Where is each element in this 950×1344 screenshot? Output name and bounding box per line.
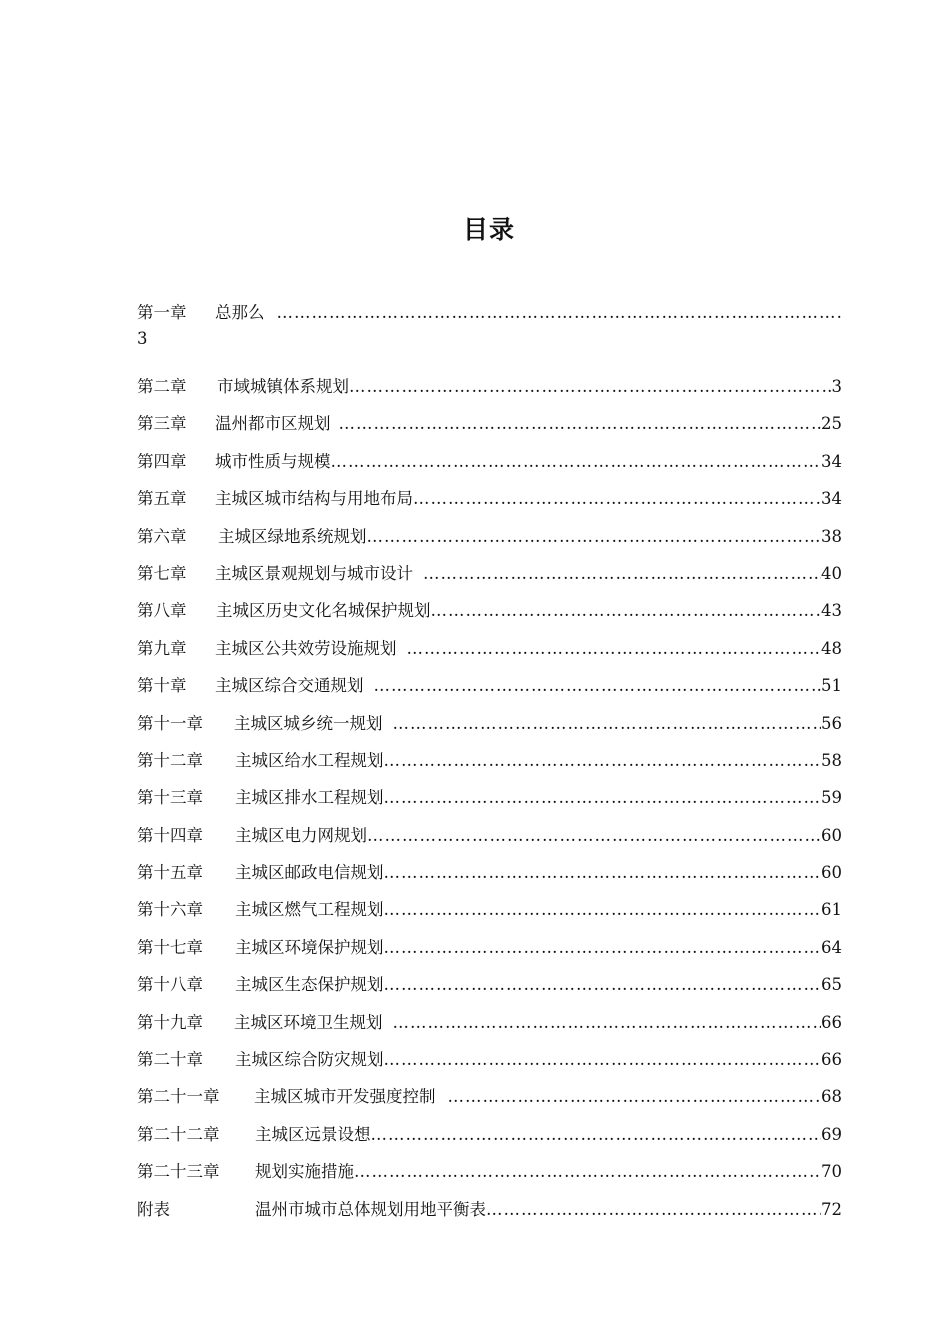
toc-chapter: 附表 bbox=[137, 1199, 170, 1219]
toc-page-number: 3 bbox=[831, 377, 842, 396]
toc-page-number: 56 bbox=[821, 713, 842, 733]
toc-title: 主城区城市开发强度控制 bbox=[254, 1087, 436, 1107]
toc-page-number: 48 bbox=[821, 638, 842, 658]
toc-leader bbox=[367, 526, 822, 548]
toc-chapter: 第四章 bbox=[137, 451, 187, 471]
toc-page-number: 3 bbox=[137, 329, 148, 348]
toc-leader bbox=[384, 787, 822, 809]
toc-entry[interactable] bbox=[137, 1161, 842, 1198]
toc-leader bbox=[448, 1086, 822, 1108]
toc-entry[interactable] bbox=[137, 862, 842, 899]
toc-entry[interactable] bbox=[137, 675, 842, 712]
toc-chapter: 第三章 bbox=[137, 414, 187, 434]
toc-title: 主城区综合交通规划 bbox=[215, 676, 364, 696]
toc-entry[interactable] bbox=[137, 1012, 842, 1049]
toc-chapter: 第九章 bbox=[137, 638, 187, 658]
toc-title: 总那么 bbox=[215, 303, 265, 322]
toc-leader bbox=[367, 825, 821, 847]
toc-page-number: 59 bbox=[821, 788, 842, 808]
toc-page-number: 69 bbox=[821, 1124, 842, 1144]
toc-entry[interactable] bbox=[137, 713, 842, 750]
toc-entry[interactable] bbox=[137, 1049, 842, 1086]
toc-leader bbox=[407, 638, 822, 660]
toc-page-number: 34 bbox=[821, 489, 842, 509]
toc-chapter: 第十六章 bbox=[137, 900, 203, 920]
toc-entry[interactable] bbox=[137, 451, 842, 488]
toc-page-number: 34 bbox=[821, 451, 842, 471]
toc-page-number: 64 bbox=[821, 937, 842, 957]
toc-page-number: 60 bbox=[821, 825, 842, 845]
toc-title: 市域城镇体系规划 bbox=[217, 377, 349, 396]
toc-title: 城市性质与规模 bbox=[215, 451, 331, 471]
toc-entry[interactable] bbox=[137, 413, 842, 450]
toc-page-number: 65 bbox=[821, 975, 842, 995]
toc-entry[interactable] bbox=[137, 899, 842, 936]
toc-leader bbox=[384, 974, 822, 996]
toc-leader bbox=[384, 899, 822, 921]
toc-entry[interactable] bbox=[137, 376, 842, 413]
toc-title: 主城区历史文化名城保护规划 bbox=[216, 601, 431, 621]
toc-leader bbox=[384, 862, 822, 884]
toc-chapter: 第十七章 bbox=[137, 937, 203, 957]
toc-entry[interactable] bbox=[137, 937, 842, 974]
toc-page-number: 43 bbox=[821, 601, 842, 621]
toc-chapter: 第十八章 bbox=[137, 975, 203, 995]
toc-leader bbox=[384, 937, 822, 959]
toc-chapter: 第二章 bbox=[137, 377, 187, 396]
toc-title: 主城区绿地系统规划 bbox=[218, 526, 367, 546]
toc-page-number: 40 bbox=[821, 563, 842, 583]
toc-chapter: 第五章 bbox=[137, 489, 187, 509]
toc-chapter: 第十二章 bbox=[137, 750, 203, 770]
toc-leader bbox=[393, 1012, 822, 1034]
toc-title: 主城区公共效劳设施规划 bbox=[215, 638, 397, 658]
page-title: 目录 bbox=[462, 215, 515, 244]
toc-page-number: 66 bbox=[821, 1050, 842, 1070]
toc-page-number: 66 bbox=[821, 1012, 842, 1032]
toc-entry[interactable] bbox=[137, 1086, 842, 1123]
toc-title: 规划实施措施 bbox=[255, 1162, 354, 1182]
toc-title: 主城区电力网规划 bbox=[235, 825, 367, 845]
toc-leader bbox=[431, 600, 822, 622]
toc-entry[interactable] bbox=[137, 488, 842, 525]
toc-title: 主城区给水工程规划 bbox=[235, 750, 384, 770]
toc-title: 主城区环境保护规划 bbox=[235, 937, 384, 957]
toc-entry[interactable] bbox=[137, 600, 842, 637]
toc-title: 主城区城乡统一规划 bbox=[234, 713, 383, 733]
toc-page-number: 70 bbox=[821, 1162, 842, 1182]
toc-page-number: 25 bbox=[821, 414, 842, 434]
toc-page-number: 38 bbox=[821, 526, 842, 546]
toc-leader bbox=[384, 1049, 822, 1071]
toc-entry[interactable] bbox=[137, 526, 842, 563]
toc-chapter: 第十四章 bbox=[137, 825, 203, 845]
toc-chapter: 第十章 bbox=[137, 676, 187, 696]
toc-chapter: 第一章 bbox=[137, 303, 187, 322]
toc-page-number: 58 bbox=[821, 750, 842, 770]
toc-entry[interactable] bbox=[137, 974, 842, 1011]
toc-title: 温州都市区规划 bbox=[215, 414, 331, 434]
toc-leader bbox=[371, 1124, 822, 1146]
toc-chapter: 第十五章 bbox=[137, 863, 203, 883]
toc-leader bbox=[277, 302, 843, 324]
toc-leader bbox=[423, 563, 821, 585]
toc-title: 主城区环境卫生规划 bbox=[234, 1012, 383, 1032]
toc-page-number: 61 bbox=[821, 900, 842, 920]
toc-page-number: 51 bbox=[821, 676, 842, 696]
toc-page-number: 68 bbox=[821, 1087, 842, 1107]
toc-leader bbox=[331, 451, 822, 473]
toc-leader bbox=[349, 376, 832, 398]
toc-chapter: 第十九章 bbox=[137, 1012, 203, 1032]
toc-chapter: 第二十三章 bbox=[137, 1162, 220, 1182]
table-of-contents bbox=[137, 302, 842, 1236]
toc-title: 主城区远景设想 bbox=[255, 1124, 371, 1144]
toc-title: 主城区生态保护规划 bbox=[235, 975, 384, 995]
toc-chapter: 第六章 bbox=[137, 526, 187, 546]
toc-title: 主城区燃气工程规划 bbox=[235, 900, 384, 920]
toc-leader bbox=[374, 675, 822, 697]
toc-leader bbox=[354, 1161, 821, 1183]
toc-entry[interactable] bbox=[137, 1199, 842, 1236]
toc-title: 温州市城市总体规划用地平衡表 bbox=[255, 1199, 486, 1219]
toc-chapter: 第八章 bbox=[137, 601, 187, 621]
toc-leader bbox=[486, 1199, 821, 1221]
toc-page-number: 60 bbox=[821, 863, 842, 883]
toc-leader bbox=[413, 488, 821, 510]
toc-entry[interactable] bbox=[137, 638, 842, 675]
toc-chapter: 第二十章 bbox=[137, 1050, 203, 1070]
toc-entry[interactable] bbox=[137, 302, 842, 376]
toc-leader bbox=[393, 713, 822, 735]
toc-chapter: 第十一章 bbox=[137, 713, 203, 733]
toc-chapter: 第十三章 bbox=[137, 788, 203, 808]
toc-entry[interactable] bbox=[137, 1124, 842, 1161]
toc-title: 主城区城市结构与用地布局 bbox=[215, 489, 413, 509]
toc-chapter: 第二十二章 bbox=[137, 1124, 220, 1144]
toc-title: 主城区排水工程规划 bbox=[235, 788, 384, 808]
toc-entry[interactable] bbox=[137, 750, 842, 787]
toc-entry[interactable] bbox=[137, 563, 842, 600]
toc-leader bbox=[339, 413, 822, 435]
toc-title: 主城区景观规划与城市设计 bbox=[215, 563, 413, 583]
toc-entry[interactable] bbox=[137, 787, 842, 824]
toc-chapter: 第七章 bbox=[137, 563, 187, 583]
toc-title: 主城区综合防灾规划 bbox=[235, 1050, 384, 1070]
toc-chapter: 第二十一章 bbox=[137, 1087, 220, 1107]
toc-leader bbox=[384, 750, 822, 772]
toc-entry[interactable] bbox=[137, 825, 842, 862]
toc-page-number: 72 bbox=[821, 1199, 842, 1219]
toc-title: 主城区邮政电信规划 bbox=[235, 863, 384, 883]
